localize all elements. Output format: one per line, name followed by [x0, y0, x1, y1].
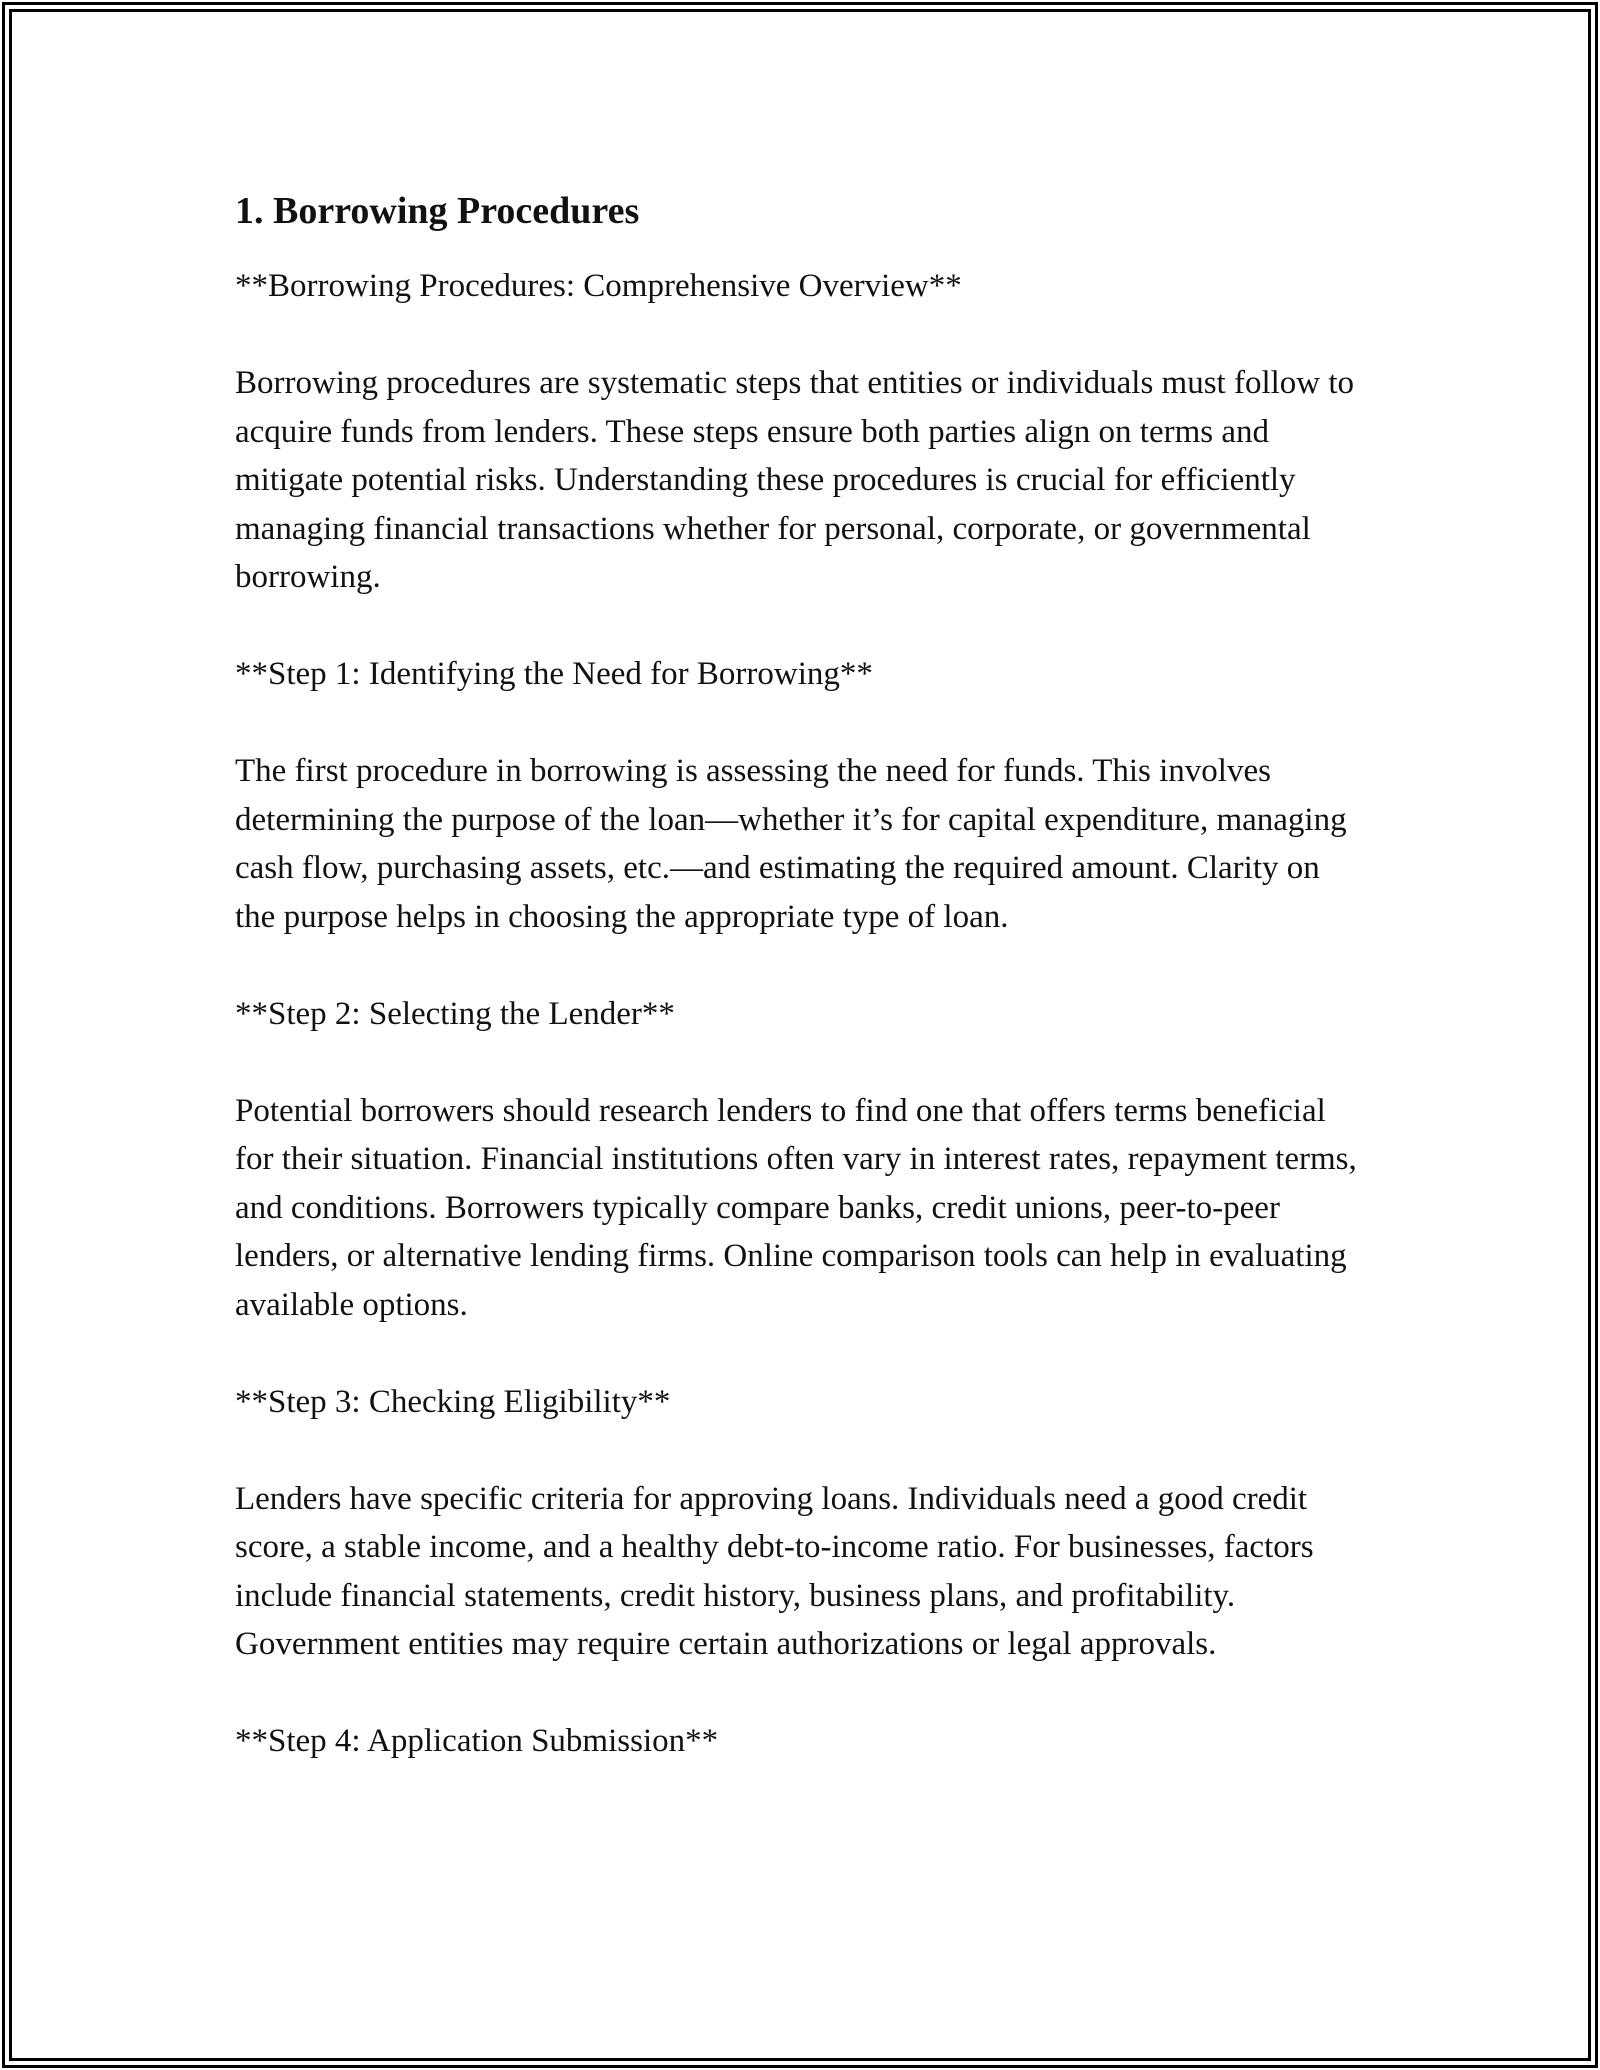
step-3-paragraph: Lenders have specific criteria for approving loans. Individuals need a good credit score, a stable income, and a healthy debt-to-income ratio. For businesses, factors include financial statements, credit history, business plans, and profitability. Government entities may require certain authorizations or legal approvals.: [235, 1480, 1314, 1662]
step-2-heading: **Step 2: Selecting the Lender**: [235, 995, 675, 1032]
overview-heading: **Borrowing Procedures: Comprehensive Overview**: [235, 268, 962, 304]
step-3-heading: **Step 3: Checking Eligibility**: [235, 1383, 671, 1420]
document-body: [235, 186, 1365, 1814]
step-1-paragraph: The first procedure in borrowing is assessing the need for funds. This involves determining the purpose of the loan—whether it’s for capital expenditure, managing cash flow, purchasing assets, etc.—and estimating the required amount. Clarity on the purpose helps in choosing the appropriate type of loan.: [235, 753, 1347, 935]
section-title: 1. Borrowing Procedures: [235, 190, 640, 232]
step-4-heading: **Step 4: Application Submission**: [235, 1723, 719, 1759]
step-2-paragraph: Potential borrowers should research lenders to find one that offers terms beneficial for their situation. Financial institutions often vary in interest rates, repayment terms, and conditions. Borrowers typically compare banks, credit unions, peer-to-peer lenders, or alternative lending firms. Online comparison tools can help in evaluating available options.: [235, 1092, 1357, 1323]
step-1-heading: **Step 1: Identifying the Need for Borrowing**: [235, 656, 873, 692]
overview-paragraph: Borrowing procedures are systematic steps that entities or individuals must follow to acquire funds from lenders. These steps ensure both parties align on terms and mitigate potential risks. Understanding these procedures is crucial for efficiently managing financial transactions whether for personal, corporate, or governmental borrowing.: [235, 365, 1355, 595]
